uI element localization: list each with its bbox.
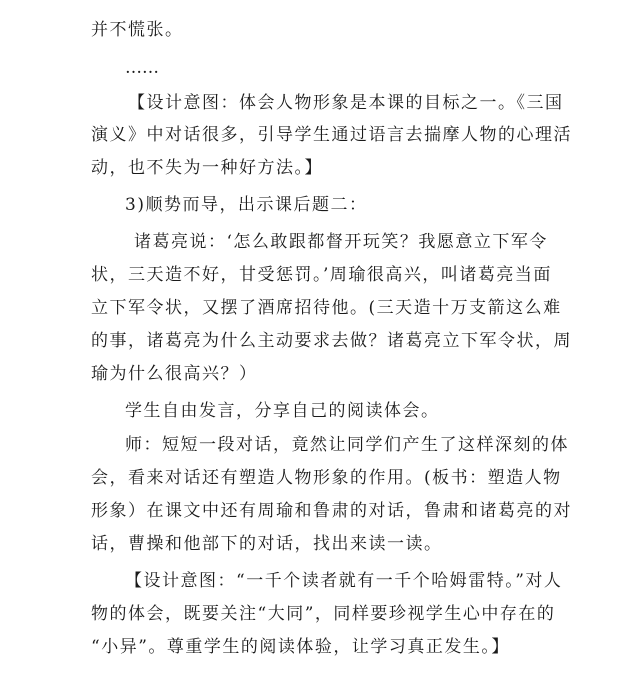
design-intent-line: 物的体会，既要关注“大同”，同样要珍视学生心中存在的	[91, 604, 556, 624]
teacher-line: 形象）在课文中还有周瑜和鲁肃的对话，鲁肃和诸葛亮的对	[91, 501, 572, 521]
paragraph-line: 并不慌张。	[91, 20, 184, 40]
quote-line: 诸葛亮说：‘怎么敢跟都督开玩笑？我愿意立下军令	[134, 232, 548, 252]
design-intent-line: 演义》中对话很多，引导学生通过语言去揣摩人物的心理活	[91, 125, 572, 145]
design-intent-line: 【设计意图：“一千个读者就有一千个哈姆雷特。”对人	[125, 571, 563, 591]
teacher-line: 师：短短一段对话，竟然让同学们产生了这样深刻的体	[125, 435, 569, 455]
quote-line: 的事，诸葛亮为什么主动要求去做？诸葛亮立下军令状，周	[91, 331, 572, 351]
teacher-line: 话，曹操和他部下的对话，找出来读一读。	[91, 534, 443, 554]
step-heading: 3)顺势而导，出示课后题二：	[125, 195, 368, 215]
design-intent-line: 动，也不失为一种好方法。】	[91, 158, 323, 178]
quote-line: 瑜为什么很高兴？）	[91, 364, 258, 384]
quote-line: 立下军令状，又摆了酒席招待他。(三天造十万支箭这么难	[91, 298, 562, 318]
ellipsis-line: ……	[125, 58, 159, 78]
paragraph-line: 学生自由发言，分享自己的阅读体会。	[125, 401, 440, 421]
design-intent-line: 【设计意图：体会人物形象是本课的目标之一。《三国	[128, 93, 564, 113]
quote-line: 状，三天造不好，甘受惩罚。’周瑜很高兴，叫诸葛亮当面	[91, 265, 552, 285]
teacher-line: 会，看来对话还有塑造人物形象的作用。(板书：塑造人物	[91, 468, 562, 488]
design-intent-line: “小异”。尊重学生的阅读体验，让学习真正发生。】	[91, 637, 510, 657]
